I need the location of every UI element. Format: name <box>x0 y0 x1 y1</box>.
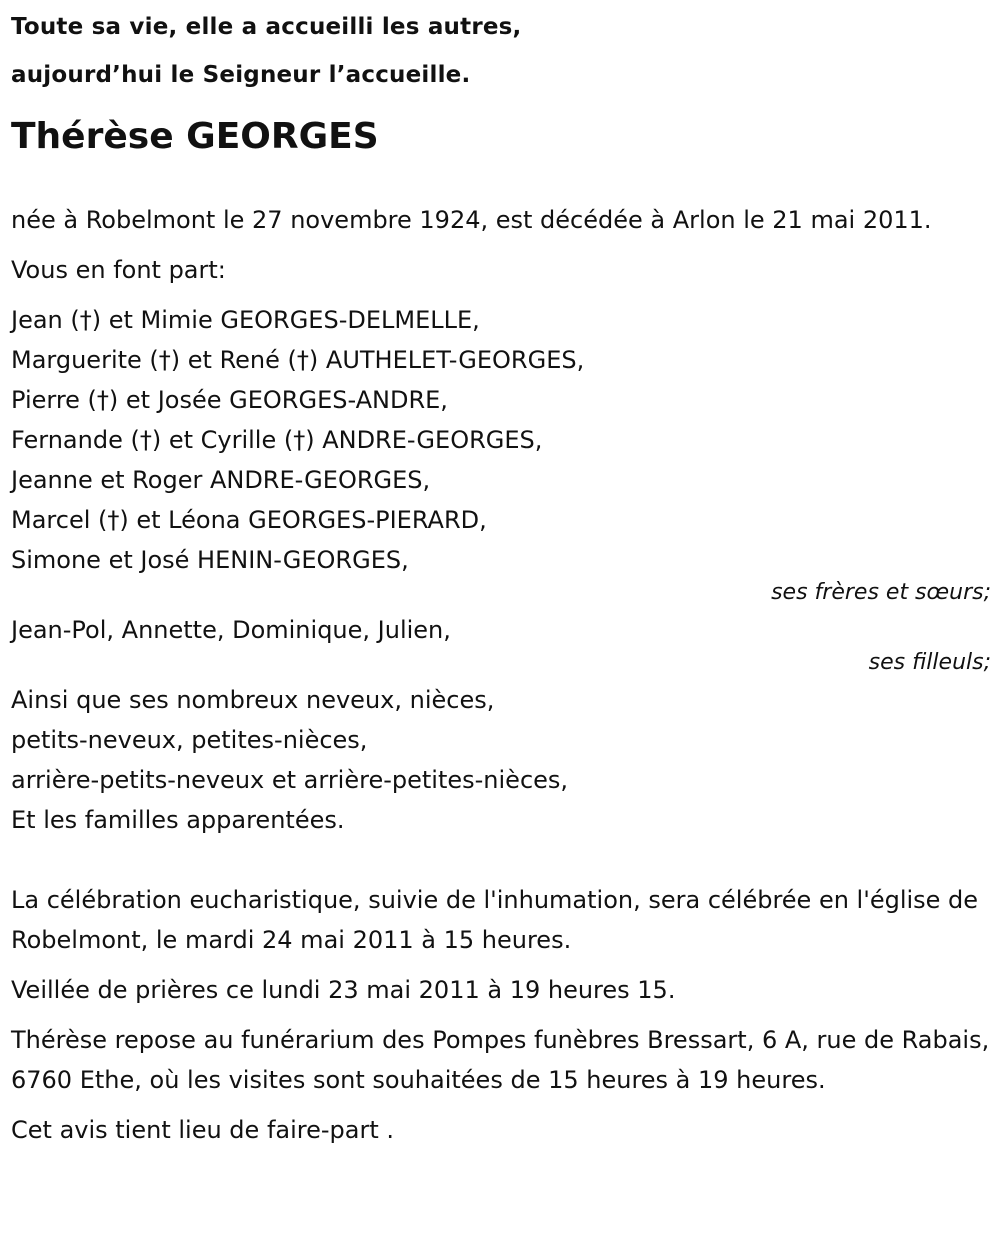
epigraph <box>11 3 991 99</box>
relatives-line: petits-neveux, petites-nièces, <box>11 726 368 754</box>
closing-note: Cet avis tient lieu de faire-part . <box>11 1116 395 1144</box>
godchildren-role: ses filleuls; <box>868 650 991 675</box>
sibling-line: Jeanne et Roger ANDRE-GEORGES, <box>11 466 431 494</box>
godchildren-list: Jean-Pol, Annette, Dominique, Julien, <box>11 616 451 644</box>
relatives-line: Et les familles apparentées. <box>11 806 345 834</box>
sibling-line: Pierre (†) et Josée GEORGES-ANDRE, <box>11 386 448 414</box>
sibling-line: Marguerite (†) et René (†) AUTHELET-GEORGES, <box>11 346 585 374</box>
relatives-list <box>11 680 991 840</box>
epigraph-line-1: Toute sa vie, elle a accueilli les autres, <box>11 14 522 40</box>
obituary-notice <box>11 0 991 1150</box>
rest-location: Thérèse repose au funérarium des Pompes funèbres Bressart, 6 A, rue de Rabais, 6760 Ethe, où les visites sont souhaitées de 15 heures à 19 heures. <box>11 1026 990 1094</box>
birth-death-statement: née à Robelmont le 27 novembre 1924, est décédée à Arlon le 21 mai 2011. <box>11 206 932 234</box>
sibling-line: Fernande (†) et Cyrille (†) ANDRE-GEORGES, <box>11 426 543 454</box>
announcement-intro: Vous en font part: <box>11 256 226 284</box>
relatives-line: arrière-petits-neveux et arrière-petites-nièces, <box>11 766 569 794</box>
ceremony-details: La célébration eucharistique, suivie de l'inhumation, sera célébrée en l'église de Robelmont, le mardi 24 mai 2011 à 15 heures. <box>11 886 979 954</box>
vigil-details: Veillée de prières ce lundi 23 mai 2011 à 19 heures 15. <box>11 976 676 1004</box>
sibling-line: Jean (†) et Mimie GEORGES-DELMELLE, <box>11 306 480 334</box>
sibling-line: Simone et José HENIN-GEORGES, <box>11 546 409 574</box>
deceased-name: Thérèse GEORGES <box>11 116 379 157</box>
epigraph-line-2: aujourd’hui le Seigneur l’accueille. <box>11 62 471 88</box>
relatives-line: Ainsi que ses nombreux neveux, nièces, <box>11 686 495 714</box>
sibling-line: Marcel (†) et Léona GEORGES-PIERARD, <box>11 506 487 534</box>
siblings-role: ses frères et sœurs; <box>771 580 991 605</box>
siblings-list <box>11 300 991 580</box>
